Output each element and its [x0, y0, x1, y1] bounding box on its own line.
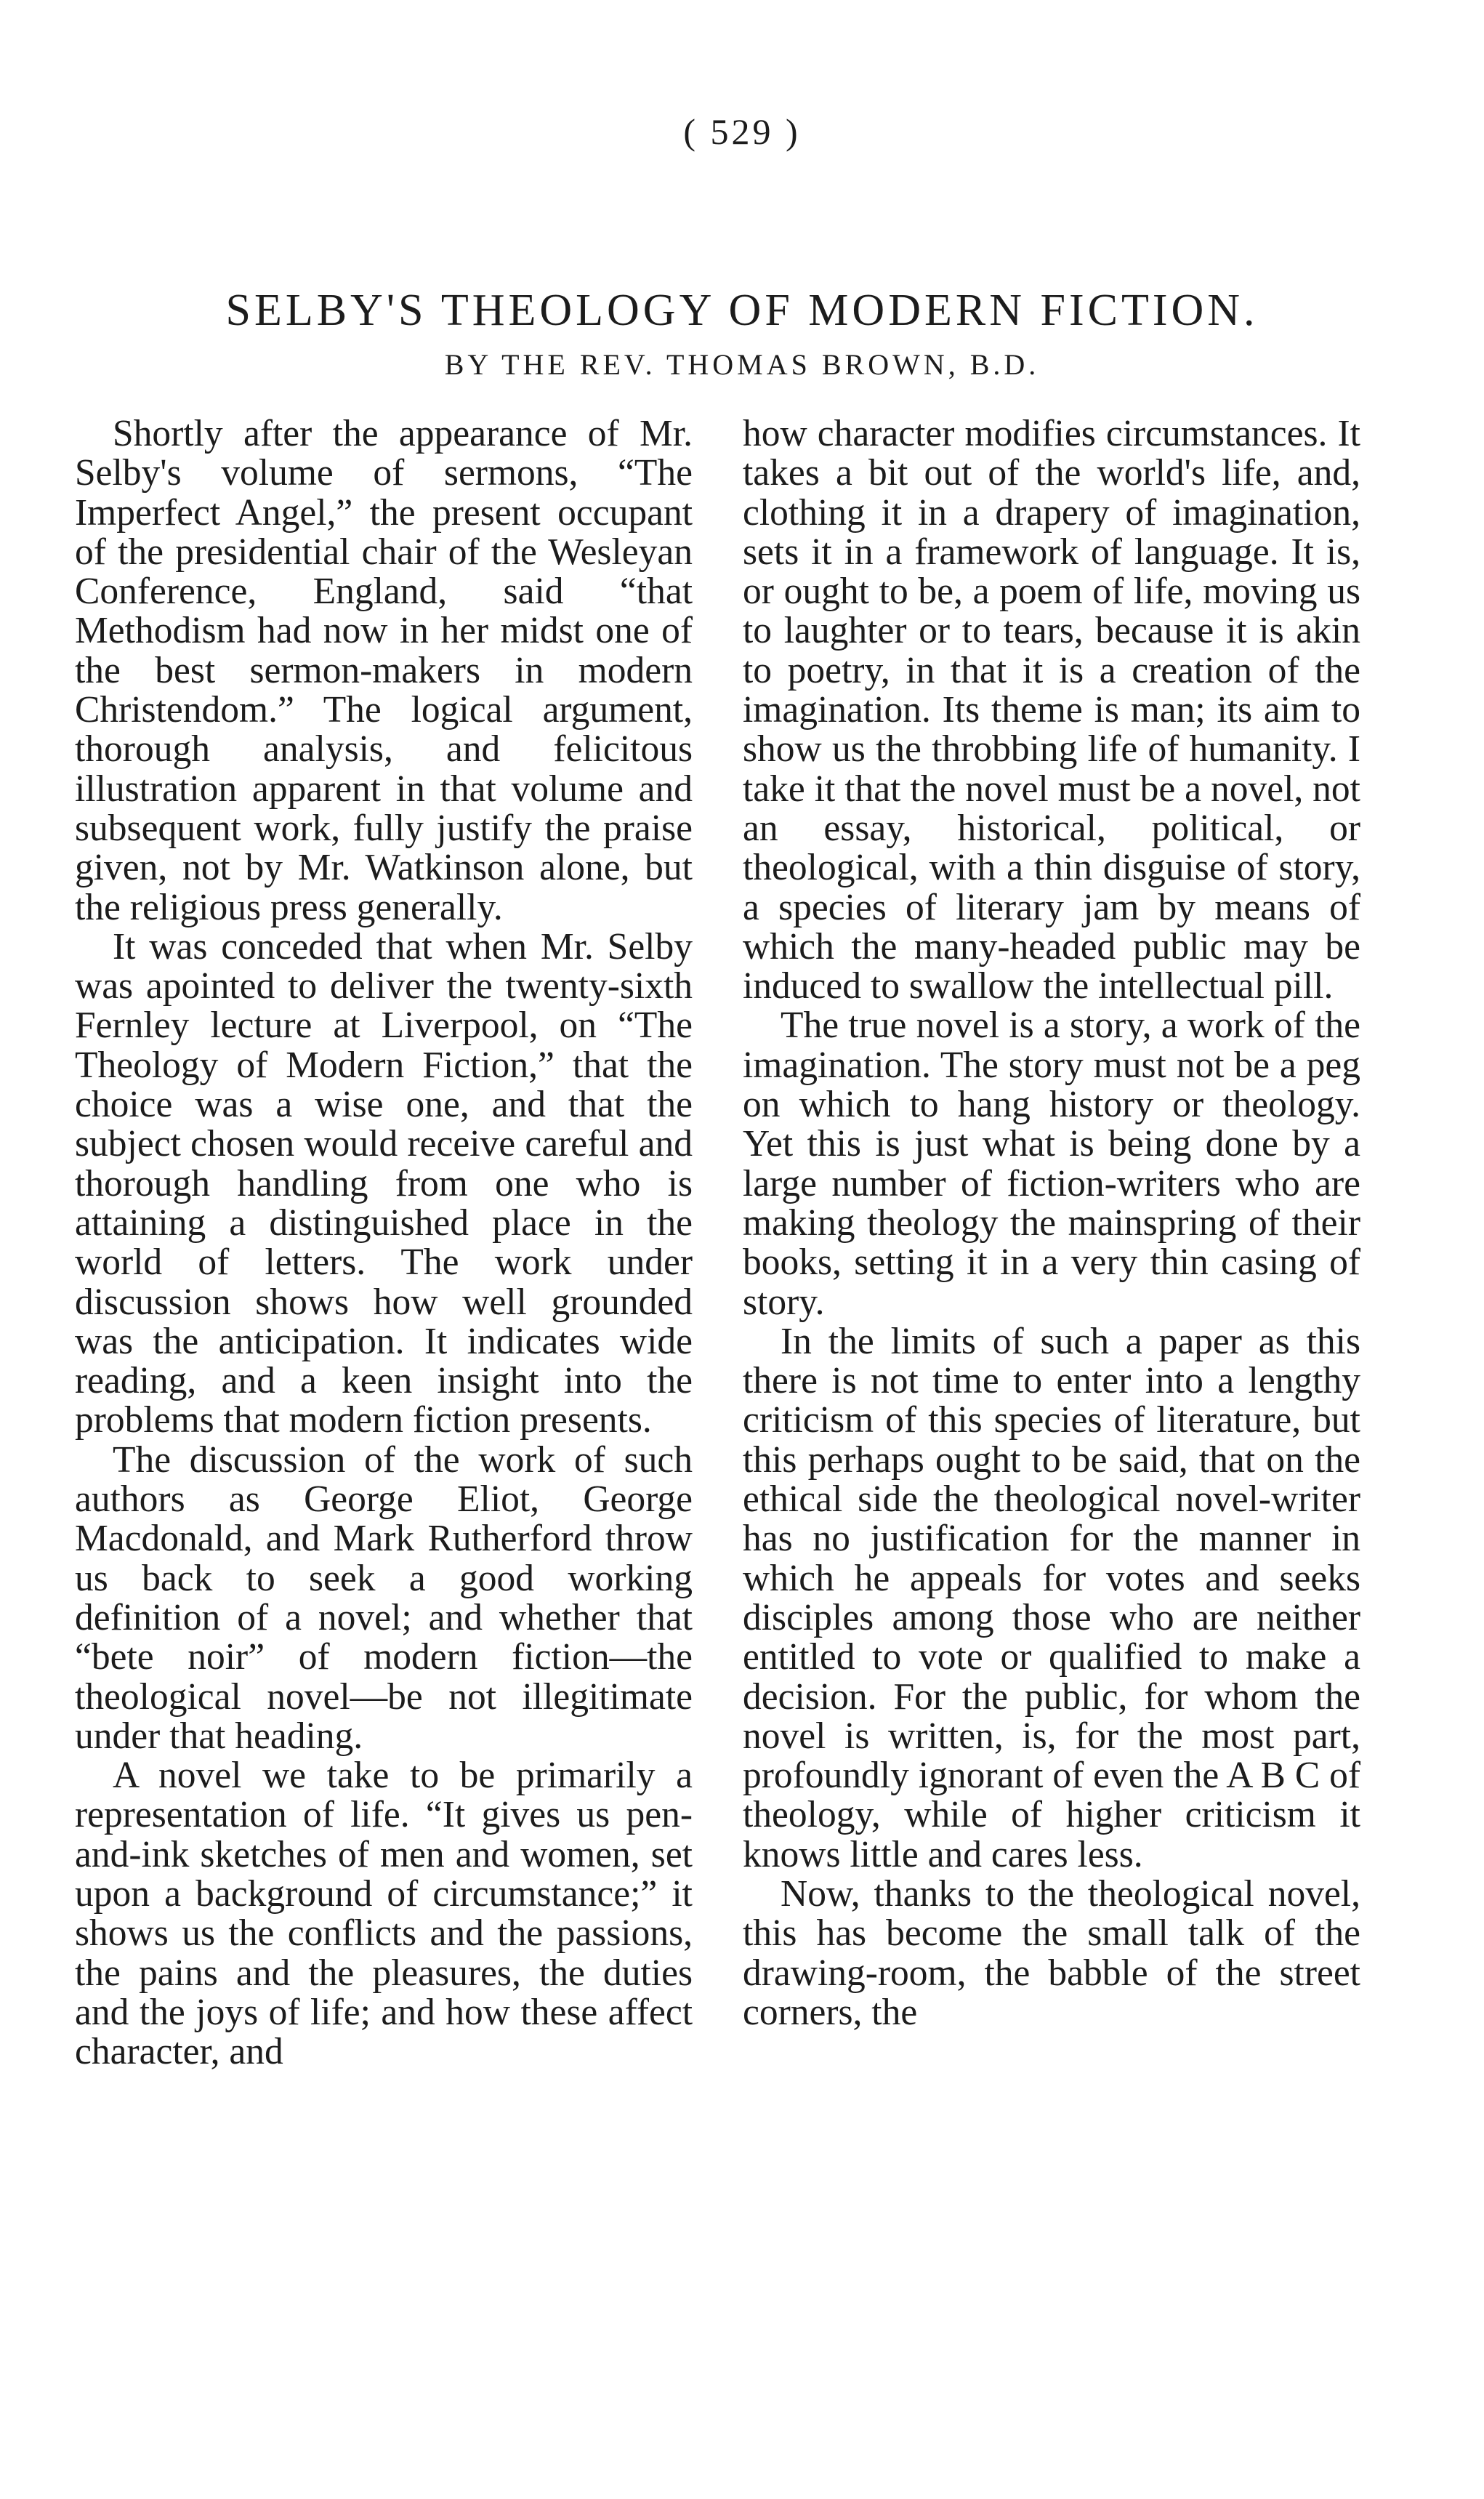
- page-number: ( 529 ): [683, 111, 801, 152]
- paragraph: The true novel is a story, a work of the imagination. The story must not be a peg on which to hang history or theology. Yet this is just what is being done by a large number of fiction-writers who are making theology the mainspring of their books, setting it in a very thin casing of story.: [743, 1005, 1360, 1323]
- left-column: [75, 414, 693, 2072]
- paragraph: In the limits of such a paper as this there is not time to enter into a lengthy criticism of this species of literature, but this perhaps ought to be said, that on the ethical side the theological novel-writer has no justification for the manner in which he appeals for votes and seeks disciples among those who are neither entitled to vote or qualified to make a decision. For the public, for whom the novel is written, is, for the most part, profoundly ignorant of even the A B C of theology, while of higher criticism it knows little and cares less.: [743, 1320, 1360, 1875]
- paragraph: The discussion of the work of such authors as George Eliot, George Macdonald, and Mark Rutherford throw us back to seek a good working definition of a novel; and whether that “bete noir” of modern fiction—the theological novel—be not illegitimate under that heading.: [75, 1438, 693, 1757]
- article-byline: BY THE REV. THOMAS BROWN, B.D.: [444, 348, 1040, 381]
- paragraph: Now, thanks to the theological novel, this has become the small talk of the drawing-room, the babble of the street corners, the: [743, 1872, 1360, 2033]
- paragraph: A novel we take to be primarily a representation of life. “It gives us pen-and-ink sketches of men and women, set upon a background of circumstance;” it shows us the conflicts and the passions, the pains and the pleasures, the duties and the joys of life; and how these affect character, and: [75, 1755, 693, 2073]
- paragraph: It was conceded that when Mr. Selby was apointed to deliver the twenty-sixth Fernley lecture at Liverpool, on “The Theology of Modern Fiction,” that the choice was a wise one, and that the subject chosen would receive careful and thorough handling from one who is attaining a distinguished place in the world of letters. The work under discussion shows how well grounded was the anticipation. It indicates wide reading, and a keen insight into the problems that modern fiction presents.: [75, 925, 693, 1441]
- paragraph-continued: how character modifies circumstances. It takes a bit out of the world's life, and, clothing it in a drapery of imagination, sets it in a framework of language. It is, or ought to be, a poem of life, moving us to laughter or to tears, because it is akin to poetry, in that it is a creation of the imagination. Its theme is man; its aim to show us the throbbing life of humanity. I take it that the novel must be a novel, not an essay, historical, political, or theological, with a thin disguise of story, a species of literary jam by means of which the many-headed public may be induced to swallow the intellectual pill.: [743, 413, 1360, 1007]
- paragraph: Shortly after the appearance of Mr. Selby's volume of sermons, “The Imperfect Angel,” the present occupant of the presidential chair of the Wesleyan Conference, England, said “that Methodism had now in her midst one of the best sermon-makers in modern Christendom.” The logical argument, thorough analysis, and felicitous illustration apparent in that volume and subsequent work, fully justify the praise given, not by Mr. Watkinson alone, but the religious press generally.: [75, 413, 693, 928]
- article-title: SELBY'S THEOLOGY OF MODERN FICTION.: [225, 285, 1259, 335]
- right-column: [743, 414, 1360, 2032]
